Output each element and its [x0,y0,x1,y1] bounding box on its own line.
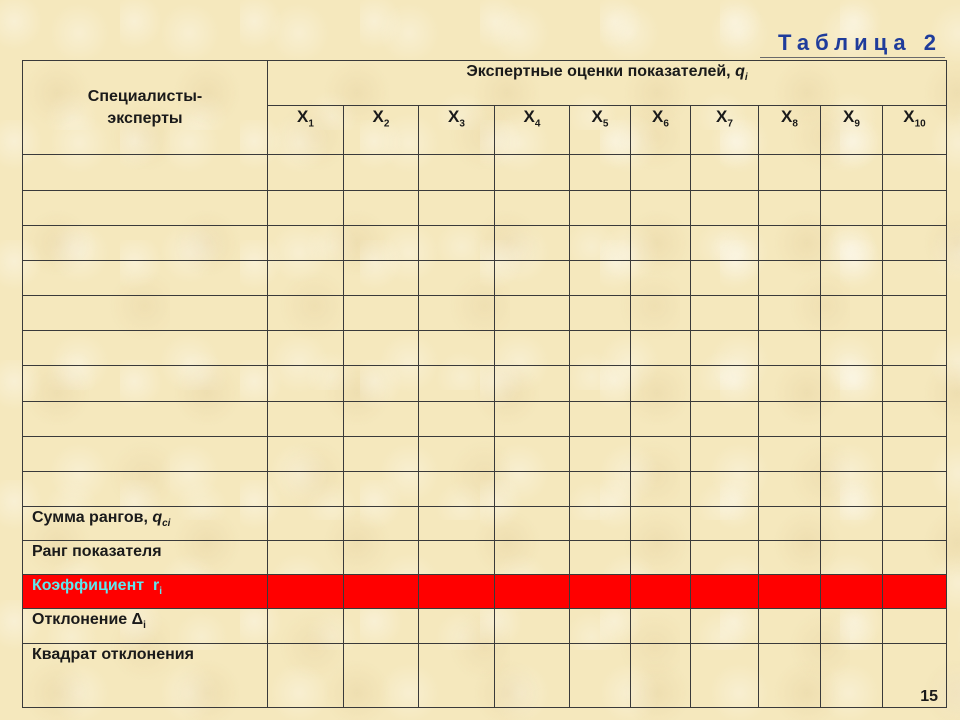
table-row [23,331,947,366]
experts-header-line2: эксперты [107,109,183,127]
table-row [23,436,947,471]
expert-name-cell[interactable] [23,260,268,295]
table-row [23,296,947,331]
column-header-x5: $X_5$ [570,106,631,155]
column-header-x4: $X_4$ [495,106,570,155]
expert-name-cell[interactable] [23,471,268,506]
expert-name-cell[interactable] [23,366,268,401]
table-row [23,366,947,401]
deviation-row [23,609,947,643]
sum-ranks-label: Сумма рангов, $q_{ci}$ [23,506,268,540]
column-header-x7: $X_7$ [691,106,759,155]
expert-name-cell[interactable] [23,190,268,225]
table-row [23,225,947,260]
experts-header-cell [23,61,268,155]
squared-deviation-label: Квадрат отклонения [23,643,268,707]
column-header-x2: $X_2$ [344,106,419,155]
rank-row [23,541,947,575]
expert-name-cell[interactable] [23,225,268,260]
expert-name-cell[interactable] [23,331,268,366]
experts-header-line1: Специалисты- [87,87,203,105]
sum-ranks-row [23,506,947,540]
coefficient-row [23,575,947,609]
expert-ratings-table [22,60,947,708]
expert-name-cell[interactable] [23,401,268,436]
expert-name-cell[interactable] [23,155,268,190]
table-row [23,260,947,295]
table-row [23,471,947,506]
column-header-x8: $X_8$ [759,106,821,155]
column-header-x3: $X_3$ [419,106,495,155]
table-row [23,401,947,436]
estimates-header-label: Экспертные оценки показателей, [466,63,736,80]
column-header-x10: $X_{10}$ [883,106,947,155]
title-underline [760,57,945,58]
deviation-label: Отклонение $\Delta_i$ [23,609,268,643]
squared-deviation-row [23,643,947,707]
rank-label: Ранг показателя [23,541,268,575]
coefficient-label: Коэффициент $r_i$ [23,575,268,609]
expert-name-cell[interactable] [23,436,268,471]
estimates-header-subscript: i [744,72,748,84]
expert-name-cell[interactable] [23,296,268,331]
estimates-header-symbol: q [735,63,745,80]
table-row [23,190,947,225]
column-header-x9: $X_9$ [821,106,883,155]
table-row [23,155,947,190]
column-header-x6: $X_6$ [631,106,691,155]
page-number: 15 [920,688,938,705]
delta-symbol: Δ [131,611,144,629]
estimates-header-cell [268,61,947,106]
column-header-x1: $X_1$ [268,106,344,155]
table-title: Таблица 2 [777,30,942,55]
